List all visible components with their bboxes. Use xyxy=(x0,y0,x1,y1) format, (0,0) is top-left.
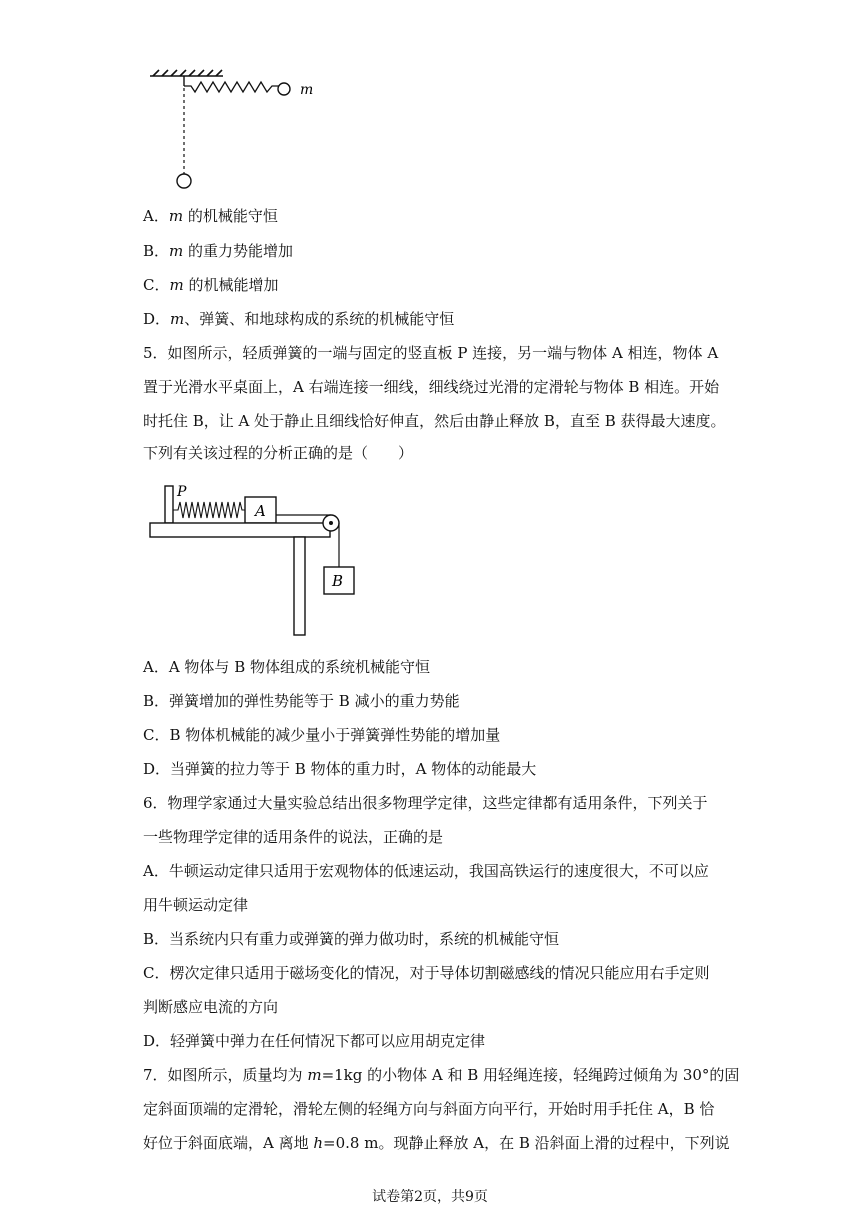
label-b: B xyxy=(332,572,344,590)
table-leg xyxy=(294,537,305,635)
q5-option-d: D．当弹簧的拉力等于 B 物体的重力时，A 物体的动能最大 xyxy=(143,760,537,778)
label-p: P xyxy=(177,484,187,500)
q6-line: 用牛顿运动定律 xyxy=(143,896,249,914)
spring xyxy=(184,82,279,92)
q6-line: A．牛顿运动定律只适用于宏观物体的低速运动，我国高铁运行的速度很大，不可以应 xyxy=(143,862,709,880)
q5-stem-line: 置于光滑水平桌面上，A 右端连接一细线，细线绕过光滑的定滑轮与物体 B 相连。开始 xyxy=(143,378,720,396)
spring xyxy=(173,502,245,518)
q7-line-1: 7．如图所示，质量均为 m=1kg 的小物体 A 和 B 用轻绳连接，轻绳跨过倾角为 30°的固 xyxy=(143,1066,740,1084)
mass-label: m xyxy=(300,82,314,98)
q4-option-d: D．m、弹簧、和地球构成的系统的机械能守恒 xyxy=(143,310,455,328)
q6-line: 判断感应电流的方向 xyxy=(143,998,279,1016)
q6-line: D．轻弹簧中弹力在任何情况下都可以应用胡克定律 xyxy=(143,1032,486,1050)
q7-line-2: 定斜面顶端的定滑轮，滑轮左侧的轻绳方向与斜面方向平行，开始时用手托住 A，B 恰 xyxy=(143,1100,715,1118)
q6-line: 6．物理学家通过大量实验总结出很多物理学定律，这些定律都有适用条件，下列关于 xyxy=(143,794,708,812)
table-top xyxy=(150,523,330,537)
q5-option-b: B．弹簧增加的弹性势能等于 B 减小的重力势能 xyxy=(143,692,460,710)
ceiling-hatch xyxy=(150,70,223,76)
q5-stem-line: 下列有关该过程的分析正确的是（ ） xyxy=(143,444,414,462)
page-footer: 试卷第2页，共9页 xyxy=(372,1189,488,1205)
q6-line: 一些物理学定律的适用条件的说法，正确的是 xyxy=(143,828,444,846)
spring-block-pulley-figure xyxy=(145,480,370,640)
q6-line: C．楞次定律只适用于磁场变化的情况，对于导体切割磁感线的情况只能应用右手定则 xyxy=(143,964,710,982)
q5-stem-line: 5．如图所示，轻质弹簧的一端与固定的竖直板 P 连接，另一端与物体 A 相连，物体 A xyxy=(143,344,719,362)
q5-option-c: C．B 物体机械能的减少量小于弹簧弹性势能的增加量 xyxy=(143,726,501,744)
wall-plate-p xyxy=(165,486,173,523)
q5-option-a: A．A 物体与 B 物体组成的系统机械能守恒 xyxy=(143,658,430,676)
q5-stem-line: 时托住 B，让 A 处于静止且细线恰好伸直，然后由静止释放 B，直至 B 获得最大速度。 xyxy=(143,412,726,430)
q4-option-a: A．m 的机械能守恒 xyxy=(143,207,278,225)
q6-line: B．当系统内只有重力或弹簧的弹力做功时，系统的机械能守恒 xyxy=(143,930,560,948)
q4-option-b: B．m 的重力势能增加 xyxy=(143,242,294,260)
label-a: A xyxy=(255,502,266,520)
mass-ball-horizontal xyxy=(278,83,290,95)
spring-pendulum-figure xyxy=(145,68,335,193)
mass-ball-bottom xyxy=(177,174,191,188)
q4-option-c: C．m 的机械能增加 xyxy=(143,276,279,294)
q7-line-3: 好位于斜面底端，A 离地 h=0.8 m。现静止释放 A，在 B 沿斜面上滑的过程中，下列说 xyxy=(143,1134,730,1152)
